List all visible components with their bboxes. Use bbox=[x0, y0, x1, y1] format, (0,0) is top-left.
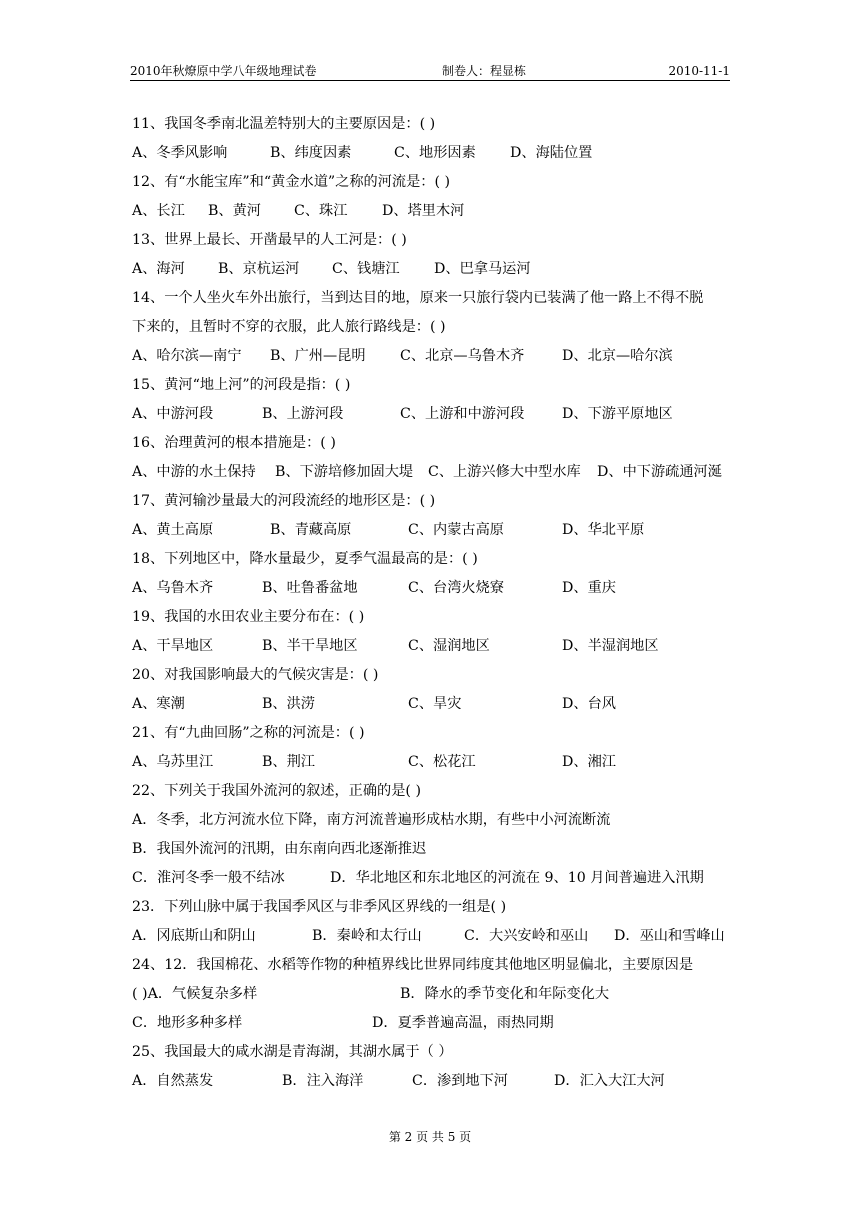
header-author: 制卷人：程显栋 bbox=[442, 64, 527, 78]
option-text: D、塔里木河 bbox=[382, 203, 465, 219]
line-text: A、中游的水土保持 bbox=[132, 464, 256, 480]
option-text: B、洪涝 bbox=[262, 696, 315, 712]
option-text: D．华北地区和东北地区的河流在 9、10 月间普遍进入汛期 bbox=[330, 870, 704, 886]
text-line bbox=[132, 462, 732, 482]
option-text: B、上游河段 bbox=[262, 406, 344, 422]
text-line bbox=[132, 868, 732, 888]
line-text: ( )A．气候复杂多样 bbox=[132, 986, 258, 1002]
option-text: C、珠江 bbox=[294, 203, 348, 219]
option-text: B、半干旱地区 bbox=[262, 638, 358, 654]
option-text: B、纬度因素 bbox=[270, 145, 352, 161]
text-line bbox=[132, 317, 732, 337]
text-line bbox=[132, 1013, 732, 1033]
option-text: D．汇入大江大河 bbox=[554, 1073, 665, 1089]
line-text: A、哈尔滨—南宁 bbox=[132, 348, 242, 364]
option-text: B、下游培修加固大堤 bbox=[275, 464, 414, 480]
line-text: A、海河 bbox=[132, 261, 185, 277]
option-text: C．渗到地下河 bbox=[412, 1073, 508, 1089]
line-text: C．淮河冬季一般不结冰 bbox=[132, 870, 285, 886]
option-text: D、下游平原地区 bbox=[562, 406, 673, 422]
line-text: A、长江 bbox=[132, 203, 185, 219]
text-line bbox=[132, 346, 732, 366]
line-text: A、寒潮 bbox=[132, 696, 185, 712]
option-text: B、吐鲁番盆地 bbox=[262, 580, 358, 596]
text-line bbox=[132, 665, 732, 685]
line-text: A．冈底斯山和阴山 bbox=[132, 928, 256, 944]
text-line bbox=[132, 636, 732, 656]
option-text: B、青藏高原 bbox=[270, 522, 352, 538]
option-text: D、湘江 bbox=[562, 754, 616, 770]
text-line bbox=[132, 578, 732, 598]
option-text: B、黄河 bbox=[208, 203, 261, 219]
text-line bbox=[132, 259, 732, 279]
line-text: 13、世界上最长、开凿最早的人工河是：( ) bbox=[132, 232, 407, 248]
line-text: 11、我国冬季南北温差特别大的主要原因是：( ) bbox=[132, 116, 436, 132]
line-text: 15、黄河“地上河”的河段是指：( ) bbox=[132, 377, 351, 393]
option-text: B．注入海洋 bbox=[282, 1073, 364, 1089]
option-text: D、海陆位置 bbox=[510, 145, 593, 161]
option-text: C、地形因素 bbox=[394, 145, 476, 161]
text-line bbox=[132, 926, 732, 946]
text-line bbox=[132, 781, 732, 801]
line-text: 14、一个人坐火车外出旅行，当到达目的地，原来一只旅行袋内已装满了他一路上不得不脱 bbox=[132, 290, 704, 306]
line-text: A、乌苏里江 bbox=[132, 754, 214, 770]
line-text: A、中游河段 bbox=[132, 406, 214, 422]
header-exam-title: 2010年秋燎原中学八年级地理试卷 bbox=[130, 64, 317, 78]
line-text: 19、我国的水田农业主要分布在：( ) bbox=[132, 609, 365, 625]
line-text: A．冬季，北方河流水位下降，南方河流普遍形成枯水期，有些中小河流断流 bbox=[132, 812, 611, 828]
text-line bbox=[132, 404, 732, 424]
text-line bbox=[132, 375, 732, 395]
option-text: D、华北平原 bbox=[562, 522, 645, 538]
text-line bbox=[132, 201, 732, 221]
text-line bbox=[132, 810, 732, 830]
text-line bbox=[132, 897, 732, 917]
option-text: C、湿润地区 bbox=[408, 638, 490, 654]
text-line bbox=[132, 1042, 732, 1062]
text-line bbox=[132, 1071, 732, 1091]
option-text: C．大兴安岭和巫山 bbox=[464, 928, 589, 944]
option-text: D．巫山和雪峰山 bbox=[614, 928, 725, 944]
option-text: D、重庆 bbox=[562, 580, 616, 596]
page-footer: 第 2 页 共 5 页 bbox=[388, 1130, 472, 1144]
line-text: A、干旱地区 bbox=[132, 638, 214, 654]
text-line bbox=[132, 433, 732, 453]
line-text: A、冬季风影响 bbox=[132, 145, 228, 161]
line-text: C．地形多种多样 bbox=[132, 1015, 243, 1031]
text-line bbox=[132, 491, 732, 511]
text-line bbox=[132, 143, 732, 163]
header-date: 2010-11-1 bbox=[668, 64, 730, 78]
text-line bbox=[132, 694, 732, 714]
line-text: A．自然蒸发 bbox=[132, 1073, 214, 1089]
option-text: C、上游兴修大中型水库 bbox=[428, 464, 581, 480]
option-text: C、北京—乌鲁木齐 bbox=[400, 348, 525, 364]
line-text: A、黄土高原 bbox=[132, 522, 214, 538]
option-text: C、上游和中游河段 bbox=[400, 406, 525, 422]
text-line bbox=[132, 607, 732, 627]
line-text: 16、治理黄河的根本措施是：( ) bbox=[132, 435, 336, 451]
option-text: D、半湿润地区 bbox=[562, 638, 659, 654]
text-line bbox=[132, 723, 732, 743]
line-text: 22、下列关于我国外流河的叙述，正确的是( ) bbox=[132, 783, 422, 799]
line-text: 21、有“九曲回肠”之称的河流是：( ) bbox=[132, 725, 365, 741]
text-line bbox=[132, 549, 732, 569]
line-text: 20、对我国影响最大的气候灾害是：( ) bbox=[132, 667, 379, 683]
option-text: B、京杭运河 bbox=[218, 261, 300, 277]
line-text: 18、下列地区中，降水量最少，夏季气温最高的是：( ) bbox=[132, 551, 478, 567]
text-line bbox=[132, 288, 732, 308]
option-text: D、中下游疏通河涎 bbox=[597, 464, 722, 480]
line-text: 25、我国最大的咸水湖是青海湖，其湖水属于（ ） bbox=[132, 1044, 453, 1060]
text-line bbox=[132, 172, 732, 192]
text-line bbox=[132, 984, 732, 1004]
text-line bbox=[132, 520, 732, 540]
text-line bbox=[132, 752, 732, 772]
option-text: D、台风 bbox=[562, 696, 616, 712]
line-text: 下来的，且暂时不穿的衣服，此人旅行路线是：( ) bbox=[132, 319, 446, 335]
text-line bbox=[132, 839, 732, 859]
option-text: B、广州—昆明 bbox=[270, 348, 366, 364]
option-text: D．夏季普遍高温，雨热同期 bbox=[372, 1015, 554, 1031]
line-text: 24、12．我国棉花、水稻等作物的种植界线比世界同纬度其他地区明显偏北，主要原因是 bbox=[132, 957, 694, 973]
page-header bbox=[130, 60, 730, 82]
option-text: C、松花江 bbox=[408, 754, 476, 770]
line-text: 12、有“水能宝库”和“黄金水道”之称的河流是：( ) bbox=[132, 174, 451, 190]
option-text: D、北京—哈尔滨 bbox=[562, 348, 673, 364]
text-line bbox=[132, 114, 732, 134]
option-text: C、旱灾 bbox=[408, 696, 462, 712]
line-text: 23．下列山脉中属于我国季风区与非季风区界线的一组是( ) bbox=[132, 899, 507, 915]
option-text: C、内蒙古高原 bbox=[408, 522, 504, 538]
line-text: 17、黄河输沙量最大的河段流经的地形区是：( ) bbox=[132, 493, 436, 509]
option-text: B．秦岭和太行山 bbox=[312, 928, 422, 944]
option-text: C、台湾火烧寮 bbox=[408, 580, 504, 596]
option-text: B、荆江 bbox=[262, 754, 315, 770]
option-text: C、钱塘江 bbox=[332, 261, 400, 277]
text-line bbox=[132, 955, 732, 975]
line-text: B．我国外流河的汛期，由东南向西北逐渐推迟 bbox=[132, 841, 427, 857]
option-text: D、巴拿马运河 bbox=[434, 261, 531, 277]
line-text: A、乌鲁木齐 bbox=[132, 580, 214, 596]
text-line bbox=[132, 230, 732, 250]
header-rule bbox=[130, 80, 730, 81]
option-text: B．降水的季节变化和年际变化大 bbox=[400, 986, 610, 1002]
